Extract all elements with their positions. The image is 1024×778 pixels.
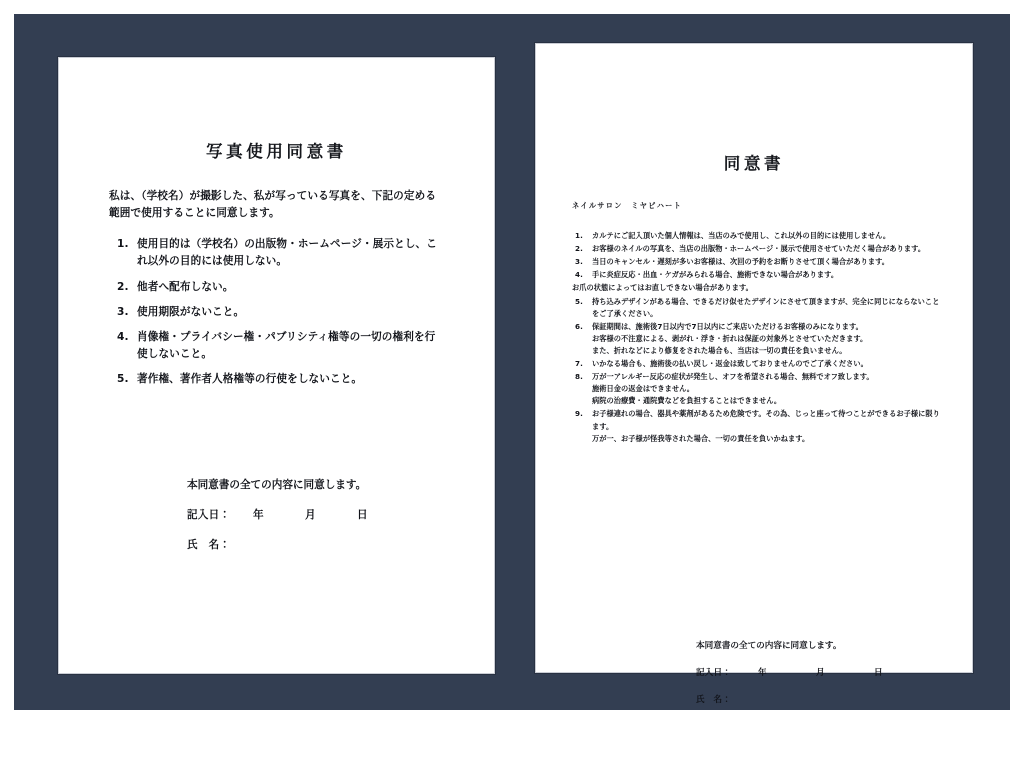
list-item-number: 6. (575, 321, 583, 331)
list-item-number: 5. (117, 373, 129, 386)
list-item-main-text: 保証期間は、施術後7日以内で7日以内にご来店いただけるお客様のみになります。 (592, 321, 863, 331)
document-page-photo-consent[interactable] (58, 57, 495, 674)
list-item (572, 408, 944, 444)
list-item-number: 1. (575, 231, 583, 241)
list-item-text: 肖像権・プライバシー権・パブリシティ権等の一切の権利を行使しないこと。 (137, 330, 436, 361)
document-page-salon-consent[interactable] (535, 43, 973, 705)
list-item-text: 持ち込みデザインがある場合、できるだけ似せたデザインにさせて頂きますが、完全に同じにならないことをご了承ください。 (592, 296, 940, 318)
day-unit-label: 日 (874, 667, 883, 678)
name-label: 氏 名： (187, 538, 231, 551)
list-item-text: 使用期限がないこと。 (137, 305, 245, 318)
list-item (109, 279, 444, 296)
list-item-number: 3. (575, 257, 583, 267)
list-item-text: 手に炎症反応・出血・ケガがみられる場合、施術できない場合があります。 (592, 270, 839, 280)
signature-block (187, 478, 387, 568)
list-item (109, 329, 444, 363)
day-unit-label: 日 (357, 508, 368, 521)
list-item-number: 4. (117, 330, 129, 343)
list-item-text: 当日のキャンセル・遅刻が多いお客様は、次回の予約をお断りさせて頂く場合があります。 (592, 257, 890, 267)
list-item-text (592, 408, 944, 444)
list-item-text: 著作権、著作者人格権等の行使をしないこと。 (137, 373, 363, 386)
document-viewer-canvas (14, 14, 1010, 710)
consent-terms-list (109, 236, 444, 388)
list-item-number: 2. (117, 280, 129, 293)
list-item-text (592, 321, 944, 357)
list-item-number: 9. (575, 409, 583, 419)
name-entry-row (187, 538, 387, 554)
page-title: 同意書 (723, 154, 785, 173)
list-item-subline: 施術日金の返金はできません。 (592, 384, 695, 394)
document-body (109, 188, 444, 388)
list-item-main-text: お子様連れの場合、器具や薬剤があるため危険です。その為、じっと座って待つことができるお子様に限ります。 (592, 409, 940, 431)
date-entry-row (187, 508, 387, 524)
list-item-text (592, 371, 944, 407)
list-item (572, 269, 944, 281)
list-item-text: カルテにご記入頂いた個人情報は、当店のみで使用し、これ以外の目的には使用しません。 (592, 231, 891, 241)
list-item-text: 使用目的は（学校名）の出版物・ホームページ・展示とし、これ以外の目的には使用しない。 (137, 238, 437, 268)
date-label: 記入日： (696, 667, 732, 678)
page-title: 写真使用同意書 (206, 142, 347, 161)
list-item (109, 236, 444, 270)
list-item (572, 243, 944, 255)
month-unit-label: 月 (305, 508, 316, 521)
list-item-text: いかなる場合も、施術後の払い戻し・返金は致しておりませんのでご了承ください。 (592, 359, 868, 369)
name-entry-row (696, 694, 900, 707)
nail-condition-note: お爪の状態によってはお直しできない場合があります。 (572, 283, 753, 293)
list-item-number: 4. (575, 270, 583, 280)
list-item-number: 1. (117, 238, 129, 251)
year-unit-label: 年 (758, 667, 767, 678)
list-item-text: 他者へ配布しない。 (137, 280, 234, 293)
signature-block (696, 640, 900, 721)
month-unit-label: 月 (816, 667, 825, 678)
list-item (572, 256, 944, 268)
list-item-number: 5. (575, 296, 583, 306)
list-item-text: お客様のネイルの写真を、当店の出版物・ホームページ・展示で使用させていただく場合があります。 (592, 244, 926, 254)
list-item (109, 304, 444, 321)
agreement-statement: 本同意書の全ての内容に同意します。 (187, 479, 367, 491)
document-body (536, 200, 972, 445)
list-item (572, 358, 944, 370)
list-item (109, 371, 444, 388)
list-item-number: 2. (575, 244, 583, 254)
salon-name: ネイルサロン ミヤビハート (572, 201, 683, 210)
list-item (572, 230, 944, 242)
list-item-main-text: 万が一アレルギー反応の症状が発生し、オフを希望される場合、無料でオフ致します。 (592, 372, 874, 382)
list-item (572, 371, 944, 407)
name-label: 氏 名： (696, 694, 732, 705)
date-label: 記入日： (187, 508, 231, 521)
consent-terms-list (572, 230, 944, 281)
list-item-subline: また、折れなどにより修复をされた場合も、当店は一切の責任を負いません。 (592, 345, 847, 355)
list-item-subline: お客様の不注意による、剥がれ・浮き・折れは保証の対象外とさせていただきます。 (592, 333, 868, 343)
list-item-number: 7. (575, 359, 583, 369)
list-item-number: 3. (117, 305, 129, 318)
list-item (572, 296, 944, 320)
year-unit-label: 年 (253, 508, 264, 521)
list-item (572, 321, 944, 357)
intro-paragraph: 私は、（学校名）が撮影した、私が写っている写真を、下記の定める範囲で使用することに同意します。 (109, 190, 437, 220)
date-entry-row (696, 667, 900, 680)
agreement-statement: 本同意書の全ての内容に同意します。 (696, 641, 842, 651)
consent-terms-list-continued (572, 296, 944, 445)
list-item-subline: 病院の治療費・通院費などを負担することはできません。 (592, 396, 782, 406)
list-item-subline: 万が一、お子様が怪我等された場合、一切の責任を負いかねます。 (592, 433, 810, 443)
list-item-number: 8. (575, 372, 583, 382)
